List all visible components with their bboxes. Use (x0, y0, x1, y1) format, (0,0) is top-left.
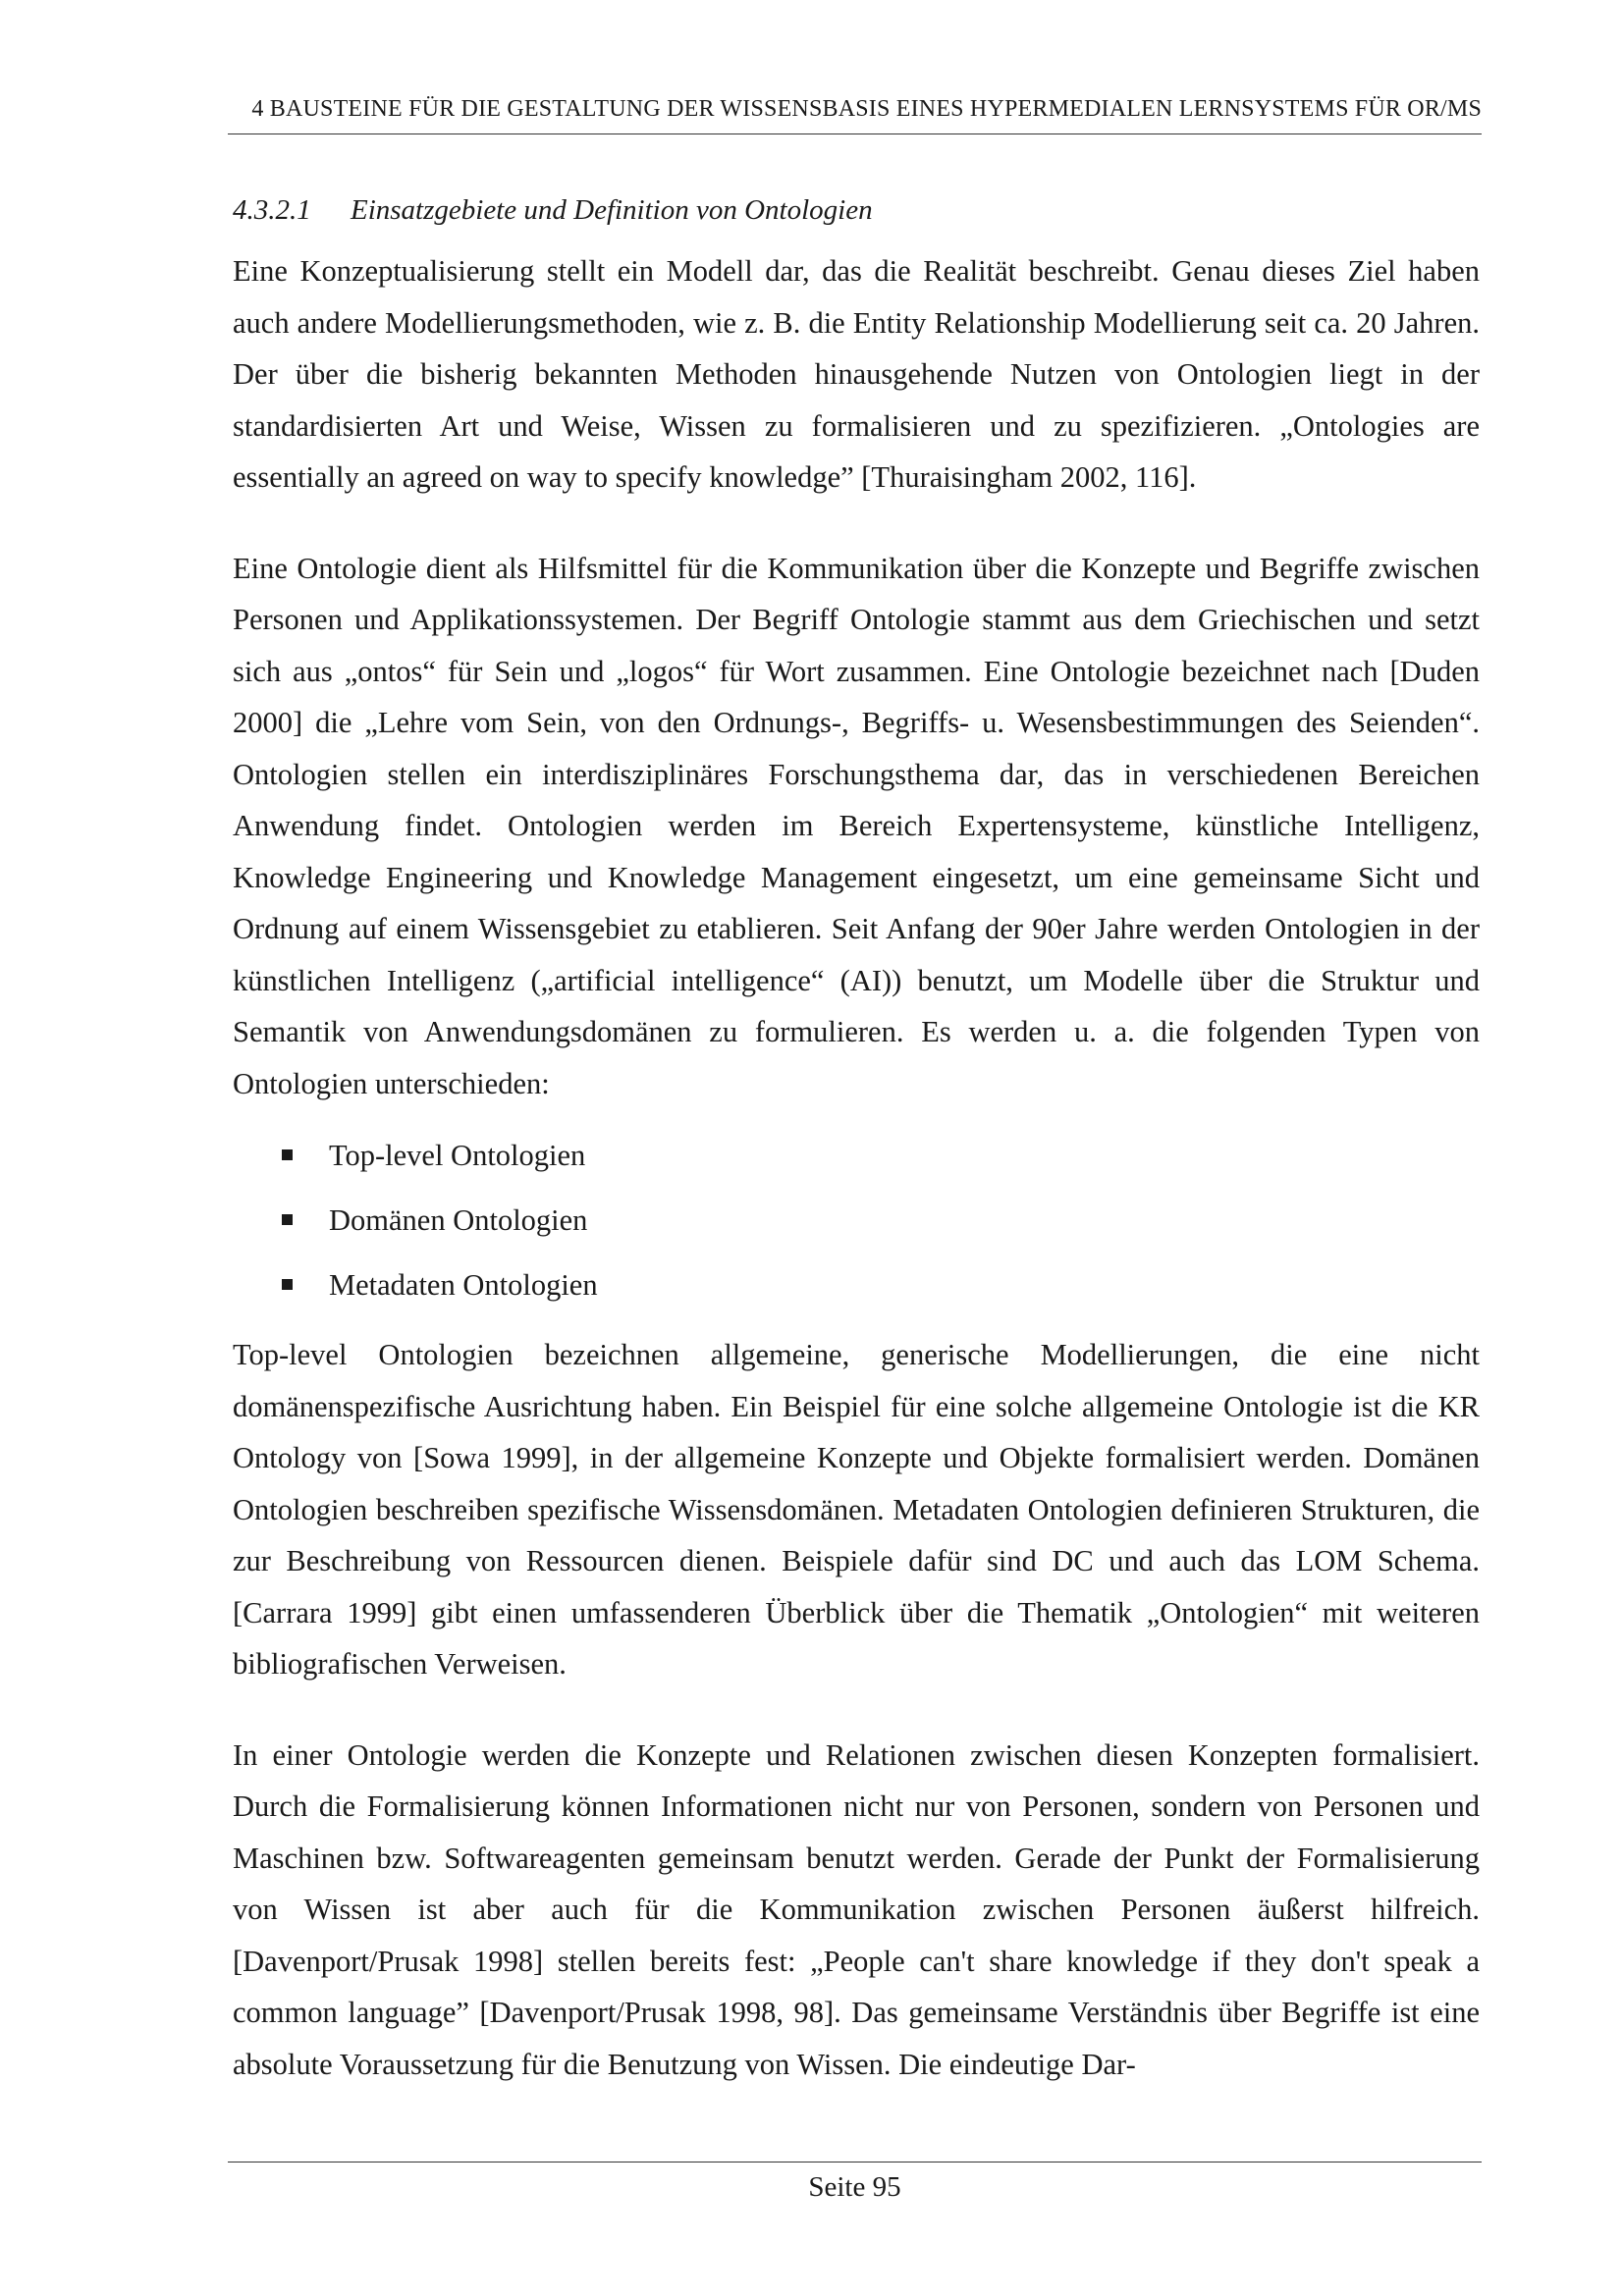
section-heading (233, 185, 1480, 236)
page-number: Seite 95 (808, 2171, 901, 2203)
header-rule (228, 133, 1482, 134)
paragraph-2: Eine Ontologie dient als Hilfsmittel für die Kommunikation über die Konzepte und Begriffe zwischen Personen und Applikationssystemen. Der Begriff Ontologie stammt aus dem Griechischen und setzt sich aus „ontos“ für Sein und „logos“ für Wort zusammen. Eine Ontologie bezeichnet nach [Duden 2000] die „Lehre vom Sein, von den Ordnungs-, Begriffs- u. Wesensbestimmungen des Seienden“. Ontologien stellen ein interdisziplinäres Forschungsthema dar, das in verschiedenen Bereichen Anwendung findet. Ontologien werden im Bereich Expertensysteme, künstliche Intelligenz, Knowledge Engineering und Knowledge Management eingesetzt, um eine gemeinsame Sicht und Ordnung auf einem Wissensgebiet zu etablieren. Seit Anfang der 90er Jahre werden Ontologien in der künstlichen Intelligenz („artificial intelligence“ (AI)) benutzt, um Modelle über die Struktur und Semantik von Anwendungsdomänen zu formulieren. Es werden u. a. die folgenden Typen von Ontologien unterschieden: (233, 551, 1480, 1100)
paragraph-gap (233, 1690, 1480, 1730)
square-bullet-icon (282, 1279, 293, 1290)
section-title: Einsatzgebiete und Definition von Ontologien (351, 194, 873, 226)
list-item: Top-level Ontologien (282, 1123, 1480, 1188)
list-item: Domänen Ontologien (282, 1188, 1480, 1253)
square-bullet-icon (282, 1149, 293, 1160)
paragraph-1: Eine Konzeptualisierung stellt ein Modell dar, das die Realität beschreibt. Genau dieses Ziel haben auch andere Modellierungsmethoden, wie z. B. die Entity Relationship Modellierung seit ca. 20 Jahren. Der über die bisherig bekannten Methoden hinausgehende Nutzen von Ontologien liegt in der standardisierten Art und Weise, Wissen zu formalisieren und zu spezifizieren. „Ontologies are essentially an agreed on way to specify knowledge” [Thuraisingham 2002, 116]. (233, 254, 1480, 494)
paragraph-4: In einer Ontologie werden die Konzepte und Relationen zwischen diesen Konzepten formalisiert. Durch die Formalisierung können Informationen nicht nur von Personen, sondern von Personen und Maschinen bzw. Softwareagenten gemeinsam benutzt werden. Gerade der Punkt der Formalisierung von Wissen ist aber auch für die Kommunikation zwischen Personen äußerst hilfreich. [Davenport/Prusak 1998] stellen bereits fest: „People can't share knowledge if they don't speak a common language” [Davenport/Prusak 1998, 98]. Das gemeinsame Verständnis über Begriffe ist eine absolute Voraussetzung für die Benutzung von Wissen. Die eindeutige Dar- (233, 1737, 1480, 2081)
ontology-types-list (233, 1123, 1480, 1317)
list-item: Metadaten Ontologien (282, 1253, 1480, 1317)
section-number: 4.3.2.1 (233, 194, 311, 226)
footer-rule (228, 2162, 1482, 2163)
page-body (233, 185, 1480, 2090)
running-header: 4 BAUSTEINE FÜR DIE GESTALTUNG DER WISSENSBASIS EINES HYPERMEDIALEN LERNSYSTEMS FÜR OR/MS (251, 96, 1482, 122)
paragraph-3: Top-level Ontologien bezeichnen allgemeine, generische Modellierungen, die eine nicht domänenspezifische Ausrichtung haben. Ein Beispiel für eine solche allgemeine Ontologie ist die KR Ontology von [Sowa 1999], in der allgemeine Konzepte und Objekte formalisiert werden. Domänen Ontologien beschreiben spezifische Wissensdomänen. Metadaten Ontologien definieren Strukturen, die zur Beschreibung von Ressourcen dienen. Beispiele dafür sind DC und auch das LOM Schema. [Carrara 1999] gibt einen umfassenderen Überblick über die Thematik „Ontologien“ mit weiteren bibliografischen Verweisen. (233, 1338, 1480, 1681)
paragraph-gap (233, 504, 1480, 543)
square-bullet-icon (282, 1214, 293, 1225)
